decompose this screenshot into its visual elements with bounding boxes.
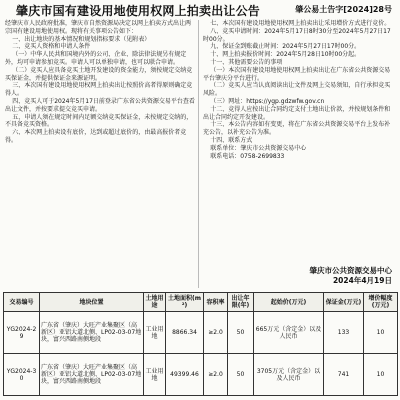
paragraph: 联系电话：0758-2699833 xyxy=(210,152,285,160)
right-column xyxy=(203,20,395,160)
table-cell: 50 xyxy=(228,312,254,354)
table-header-cell: 起始价(万元) xyxy=(254,293,324,312)
table-cell: YG2024-29 xyxy=(4,312,40,354)
paragraph: 二、竞买人资格和申请人条件 xyxy=(12,43,91,51)
paragraph: 四、竞买人可于2024年5月17日前登录广东省公共资源交易平台查看出让文件，并按要求提交竞买申请。 xyxy=(5,97,195,113)
table-cell: 665万元（含定金）以及人民币 xyxy=(254,312,324,354)
paragraph: （二）竞买人应具备竞买土地开发建设的资金能力，须按规定交纳竞买保证金，并提供保证金来源证明。 xyxy=(5,66,193,82)
paragraph: 联系单位：肇庆市公共资源交易中心 xyxy=(210,144,307,152)
paragraph: （一）本次国有建设用地使用权网上拍卖出让在广东省公共资源交易平台肇庆分平台进行。 xyxy=(203,66,391,82)
table-header-cell: 容积率 xyxy=(204,293,228,312)
table-cell: 49399.46 xyxy=(166,354,204,396)
paragraph: 三、本次国有建设用地使用权网上拍卖出让按照价高者得原则确定竞得人。 xyxy=(5,82,193,98)
table-header-row xyxy=(4,293,398,312)
table-cell: YG2024-30 xyxy=(4,354,40,396)
left-column xyxy=(5,20,195,145)
paragraph: 八、竞买申请时间：2024年5月17日8时30分至2024年5月27日17时00分。 xyxy=(203,27,391,43)
table-cell: 8866.34 xyxy=(166,312,204,354)
parcel-table xyxy=(3,292,398,396)
table-header-cell: 出让年限(年) xyxy=(228,293,254,312)
paragraph: 经肇庆市人民政府批准，肇庆市自然资源局决定以网上拍卖方式出让两宗国有建设用地使用权。现将有关事项公告如下： xyxy=(5,20,192,35)
table-cell: ≥2.0 xyxy=(204,354,228,396)
paragraph: （二）竞买人应当认真阅读出让文件及网上交易须知，自行承担竞买风险。 xyxy=(203,82,391,98)
table-cell: ≥2.0 xyxy=(204,312,228,354)
paragraph: 七、本次国有建设用地使用权网上拍卖出让采用增价方式进行竞价。 xyxy=(210,20,391,27)
table-cell: 广东省（肇庆）大旺产业集聚区（高新区）亚铝大道北侧、LP02-03-07地块，富兴西路南侧地段 xyxy=(40,354,144,396)
table-cell: 741 xyxy=(324,354,364,396)
table-cell: 工业用地 xyxy=(144,354,166,396)
paragraph: 十四、联系方式 xyxy=(210,136,253,144)
paragraph: 十一、其他需要公告的事项 xyxy=(210,58,283,66)
signature xyxy=(310,266,393,286)
table-cell: 50 xyxy=(228,354,254,396)
table-row xyxy=(4,354,398,396)
table-header-cell: 土地用途 xyxy=(144,293,166,312)
table-cell: 3705万元（含定金）以及人民币 xyxy=(254,354,324,396)
paragraph: 五、申请人须在规定时间内足额交纳竞买保证金，未按规定交纳的，不具备竞买资格。 xyxy=(5,113,193,129)
page-title: 肇庆市国有建设用地使用权网上拍卖出让公告 xyxy=(16,4,261,18)
paragraph: 十二、竞得人应按出让合同约定支付土地出让价款，并按规划条件和出让合同约定开发建设。 xyxy=(203,105,391,121)
table-cell: 133 xyxy=(324,312,364,354)
table-cell: 工业用地 xyxy=(144,312,166,354)
paragraph: 六、本次网上拍卖设有底价，达到或超过底价的，由最高报价者竞得。 xyxy=(5,129,187,144)
paragraph: 一、出让地块的基本情况和规划指标要求（见附表） xyxy=(12,35,151,43)
header xyxy=(4,2,396,18)
column-divider xyxy=(198,20,199,288)
signature-org: 肇庆市公共资源交易中心 xyxy=(309,266,392,275)
announcement-number: 肇公易土告字[2024]28号 xyxy=(295,5,392,14)
paragraph: （三）网址：https://ygp.gdzwfw.gov.cn xyxy=(210,97,325,105)
table-header-cell: 交易编号 xyxy=(4,293,40,312)
paragraph: 十、网上拍卖报价时间：2024年5月28日10时00分起。 xyxy=(210,51,361,59)
table-cell: 10 xyxy=(364,354,398,396)
table-header-cell: 地块位置 xyxy=(40,293,144,312)
paragraph: 十三、本公告内容如有变更，将在广东省公共资源交易平台上发布补充公告，以补充公告为准。 xyxy=(203,121,391,137)
table-header-cell: 土地面积(m²) xyxy=(166,293,204,312)
paragraph: （一）中华人民共和国境内外的公司、企业、除法律法规另有规定外，均可申请参加竞买。申请人可以单独申请，也可以联合申请。 xyxy=(5,51,187,66)
table-cell: 广东省（肇庆）大旺产业集聚区（高新区）亚铝大道北侧、LP02-03-07地块，富兴西路南侧地段 xyxy=(40,312,144,354)
table-header-cell: 保证金(万元) xyxy=(324,293,364,312)
table-cell: 10 xyxy=(364,312,398,354)
table-row xyxy=(4,312,398,354)
table-header-cell: 增价幅度(万元) xyxy=(364,293,398,312)
paragraph: 九、保证金到账截止时间：2024年5月27日17时00分。 xyxy=(210,43,361,51)
signature-date: 2024年4月19日 xyxy=(332,276,392,285)
